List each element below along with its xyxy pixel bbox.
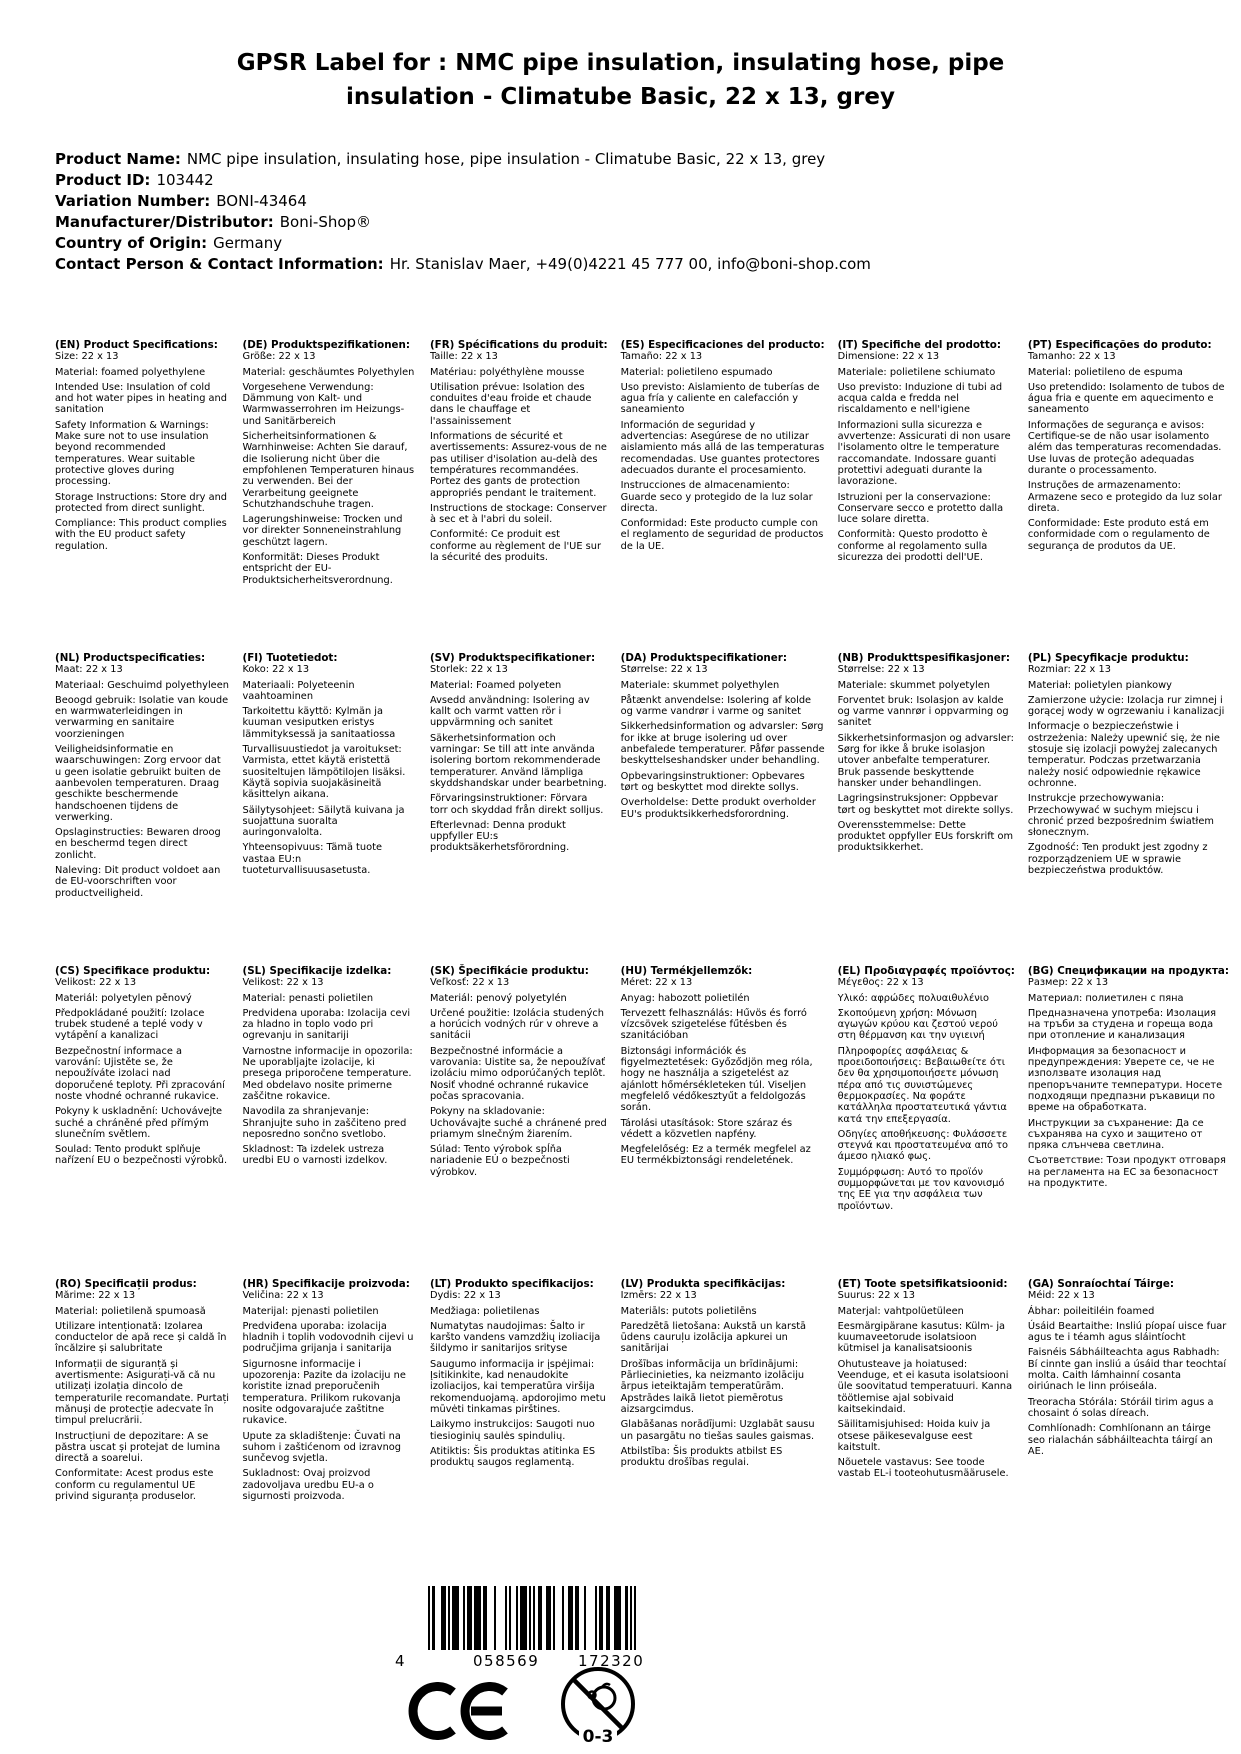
language-spec-block [621, 966, 825, 1279]
spec-block-header: (LV) Produkta specifikācijas: [620, 1278, 786, 1290]
spec-paragraph: Informazioni sulla sicurezza e avvertenze: Assicurati di non usare l'isolamento oltre le temperature raccomandate. Indossare guanti protettivi adeguati durante la lavorazione. [837, 419, 1011, 488]
spec-paragraph: Předpokládané použití: Izolace trubek studené a teplé vody v vytápění a kanalizaci [55, 1007, 205, 1042]
spec-paragraph: Инструкции за съхранение: Да се съхранява на сухо и защитено от пряка слънчева светлина. [1027, 1117, 1204, 1152]
spec-block-header: (FR) Spécifications du produit: [429, 339, 608, 351]
spec-block-paragraphs [838, 664, 1015, 853]
spec-paragraph: Utilizare intenționată: Izolarea conductelor de apă rece și caldă în încălzire și salubritate [55, 1320, 227, 1355]
spec-block-header: (RO) Specificații produs: [55, 1278, 197, 1290]
spec-paragraph: Instrucciones de almacenamiento: Guarde seco y protegido de la luz solar directa. [620, 480, 813, 514]
spec-block-paragraphs [430, 1290, 608, 1468]
spec-paragraph: Instruções de armazenamento: Armazene seco e protegido da luz solar direta. [1027, 480, 1222, 514]
spec-paragraph: Materiál: penový polyetylén [429, 992, 567, 1004]
spec-paragraph: Intended Use: Insulation of cold and hot water pipes in heating and sanitation [55, 381, 227, 416]
language-spec-block [621, 653, 825, 966]
language-spec-block [838, 966, 1015, 1279]
language-spec-block [55, 966, 229, 1279]
spec-paragraph: Tárolási utasítások: Store száraz és védett a közvetlen napfény. [620, 1117, 793, 1140]
spec-paragraph: Rozmiar: 22 x 13 [1027, 664, 1111, 676]
spec-paragraph: Drošības informācija un brīdinājumi: Pārliecinieties, ka neizmanto izolāciju ārpus ieteiktajām temperatūrām. Apstrādes laikā lietot piemērotus aizsargcimdus. [620, 1358, 805, 1415]
spec-paragraph: Forventet bruk: Isolasjon av kalde og varme vannrør i oppvarming og sanitet [837, 694, 1009, 729]
spec-block-paragraphs [1028, 351, 1229, 552]
spec-paragraph: Pokyny na skladovanie: Uchovávajte suché a chránené pred priamym slnečným žiarením. [429, 1106, 607, 1140]
spec-paragraph: Material: polietileno espumado [620, 366, 773, 378]
language-spec-block [1028, 1279, 1229, 1592]
spec-paragraph: Material: geschäumtes Polyethylen [242, 366, 415, 378]
spec-paragraph: Material: polietilenă spumoasă [55, 1305, 206, 1317]
product-info-row [55, 150, 871, 169]
spec-paragraph: Dimensione: 22 x 13 [837, 351, 940, 363]
spec-paragraph: Overholdelse: Dette produkt overholder EU's produktsikkerhedsforordning. [620, 797, 816, 820]
product-info-row [55, 255, 871, 274]
language-spec-block [621, 1279, 825, 1592]
spec-paragraph: Предназначена употреба: Изолация на тръби за студена и гореща вода при отопление и канализация [1027, 1007, 1217, 1042]
spec-paragraph: Paredzētā lietošana: Aukstā un karstā ūdens cauruļu izolācija apkurei un sanitārijai [620, 1320, 807, 1355]
spec-paragraph: Påtænkt anvendelse: Isolering af kolde og varme vandrør i varme og sanitet [620, 694, 812, 718]
spec-block-header: (SL) Specifikacije izdelka: [242, 965, 392, 977]
spec-block-header: (IT) Specifiche del prodotto: [837, 339, 1001, 351]
spec-paragraph: Predviđena uporaba: izolacija hladnih i toplih vodovodnih cijevi u područjima grijanja i sanitarija [242, 1320, 414, 1355]
spec-paragraph: Πληροφορίες ασφάλειας & προειδοποιήσεις: Βεβαιωθείτε ότι δεν θα χρησιμοποιήσετε μόνωση πέρα από τις συνιστώμενες θερμοκρασίες. Να φοράτε κατάλληλα προστατευτικά γάντια κατά την επεξεργασία. [837, 1045, 1007, 1125]
spec-paragraph: Lagerungshinweise: Trocken und vor direkter Sonneneinstrahlung geschützt lagern. [242, 514, 403, 548]
spec-paragraph: Istruzioni per la conservazione: Conservare secco e protetto dalla luce solare diretta. [837, 491, 1004, 526]
spec-paragraph: Conformidad: Este producto cumple con el reglamento de seguridad de productos de la UE. [620, 518, 824, 552]
spec-block-header: (EL) Προδιαγραφές προϊόντος: [837, 965, 1015, 977]
spec-paragraph: Σκοπούμενη χρήση: Μόνωση αγωγών κρύου και ζεστού νερού στη θέρμανση και την υγιεινή [837, 1007, 998, 1042]
spec-paragraph: Mărime: 22 x 13 [55, 1290, 136, 1302]
spec-block-paragraphs [430, 664, 608, 853]
spec-paragraph: Megfelelőség: Ez a termék megfelel az EU termékbiztonsági rendeletének. [620, 1144, 811, 1167]
spec-paragraph: Informations de sécurité et avertissements: Assurez-vous de ne pas utiliser d'isolation au-delà des températures recommandées. Portez des gants de protection appropriés pendant le traitement. [429, 431, 607, 499]
spec-paragraph: Materiale: skummet polyetylen [837, 679, 990, 691]
spec-paragraph: Säilytysohjeet: Säilytä kuivana ja suojattuna suoralta auringonvalolta. [242, 804, 405, 839]
spec-paragraph: Информация за безопасност и предупреждения: Уверете се, че не използвате изолация над препоръчаните температури. Носете подходящи предпазни ръкавици по време на обработката. [1027, 1045, 1223, 1114]
spec-block-header: (HR) Specifikacije proizvoda: [242, 1278, 410, 1290]
spec-paragraph: Sikkerhedsinformation og advarsler: Sørg for ikke at bruge isolering ud over anbefalede temperaturer. Påfør passende beskyttelseshandsker under behandling. [620, 721, 825, 767]
spec-paragraph: Materijal: pjenasti polietilen [242, 1305, 379, 1317]
spec-paragraph: Taille: 22 x 13 [429, 351, 498, 363]
spec-paragraph: Maat: 22 x 13 [55, 664, 123, 676]
spec-paragraph: Compliance: This product complies with the EU product safety regulation. [55, 518, 227, 552]
spec-paragraph: Varnostne informacije in opozorila: Ne uporabljajte izolacije, ki presega priporočene temperature. Med obdelavo nosite primerne zaščitne rokavice. [242, 1045, 413, 1102]
spec-paragraph: Storlek: 22 x 13 [429, 664, 508, 676]
spec-block-paragraphs [1028, 977, 1229, 1189]
spec-block-header: (CS) Specifikace produktu: [55, 965, 211, 977]
spec-paragraph: Materjal: vahtpolüetüleen [837, 1305, 964, 1317]
language-spec-block [242, 1279, 416, 1592]
spec-paragraph: Izmērs: 22 x 13 [620, 1290, 697, 1302]
spec-paragraph: Sukladnost: Ovaj proizvod zadovoljava uredbu EU-a o sigurnosti proizvoda. [242, 1468, 374, 1503]
spec-paragraph: Material: penasti polietilen [242, 992, 374, 1004]
language-spec-block [242, 340, 416, 653]
spec-block-paragraphs [1028, 664, 1229, 876]
spec-block-paragraphs [621, 664, 825, 820]
spec-paragraph: Súlad: Tento výrobok spĺňa nariadenie EÚ o bezpečnosti výrobkov. [429, 1144, 570, 1178]
spec-paragraph: Beoogd gebruik: Isolatie van koude en warmwaterleidingen in verwarming en sanitaire voorzieningen [55, 694, 229, 740]
ean-barcode [428, 1586, 636, 1650]
spec-paragraph: Turvallisuustiedot ja varoitukset: Varmista, ettet käytä eristettä suositeltujen lämpötilojen lisäksi. Käytä sopivia suojakäsineitä käsittelyn aikana. [242, 744, 406, 801]
language-spec-block [55, 653, 229, 966]
spec-paragraph: Matériau: polyéthylène mousse [429, 366, 585, 378]
spec-block-header: (ET) Toote spetsifikatsioonid: [837, 1278, 1008, 1290]
spec-paragraph: Suurus: 22 x 13 [837, 1290, 915, 1302]
ean-group2: 172320 [578, 1652, 645, 1670]
spec-paragraph: Ábhar: poileitiléin foamed [1027, 1305, 1155, 1317]
ean-lead-digit: 4 [395, 1652, 407, 1670]
spec-paragraph: Eesmärgipärane kasutus: Külm- ja kuumaveetorude isolatsioon kütmisel ja kanalisatsioonis [837, 1320, 1006, 1355]
spec-paragraph: Размер: 22 x 13 [1027, 977, 1109, 989]
spec-block-paragraphs [430, 977, 608, 1178]
spec-block-paragraphs [838, 1290, 1015, 1479]
language-spec-block [242, 653, 416, 966]
spec-paragraph: Uso previsto: Induzione di tubi ad acqua calda e fredda nel riscaldamento e nell'igiene [837, 381, 1003, 416]
spec-paragraph: Upute za skladištenje: Čuvati na suhom i zaštićenom od izravnog sunčevog svjetla. [242, 1430, 402, 1465]
spec-paragraph: Faisnéis Sábháilteachta agus Rabhadh: Bí cinnte gan insliú a úsáid thar teochtaí molta. Caith lámhainní cosanta oiriúnach le linn próiseála. [1027, 1347, 1227, 1393]
spec-block-header: (ES) Especificaciones del producto: [620, 339, 825, 351]
spec-paragraph: Materiaali: Polyeteenin vaahtoaminen [242, 679, 355, 702]
spec-paragraph: Förvaringsinstruktioner: Förvara torr och skyddad från direkt solljus. [429, 793, 604, 816]
spec-paragraph: Materiaal: Geschuimd polyethyleen [55, 679, 229, 691]
spec-paragraph: Size: 22 x 13 [55, 351, 119, 363]
spec-block-paragraphs [242, 664, 416, 876]
spec-paragraph: Veiligheidsinformatie en waarschuwingen: Zorg ervoor dat u geen isolatie gebruikt buiten de aanbevolen temperaturen. Draag geschikte beschermende handschoenen tijdens de verwerking. [55, 744, 221, 823]
spec-block-paragraphs [838, 977, 1015, 1212]
spec-paragraph: Συμμόρφωση: Αυτό το προϊόν συμμορφώνεται με τον κανονισμό της ΕΕ για την ασφάλεια των προϊόντων. [837, 1166, 1005, 1212]
spec-paragraph: Velikost: 22 x 13 [55, 977, 137, 989]
spec-block-paragraphs [621, 977, 825, 1166]
spec-paragraph: Opslaginstructies: Bewaren droog en beschermd tegen direct zonlicht. [55, 827, 221, 861]
spec-block-paragraphs [242, 1290, 416, 1502]
product-info-label: Product ID: [55, 171, 151, 189]
age-warning-icon [558, 1664, 638, 1754]
spec-paragraph: Overensstemmelse: Dette produktet oppfyller EUs forskrift om produktsikkerhet. [837, 819, 1014, 854]
spec-block-header: (PL) Specyfikacje produktu: [1027, 652, 1189, 664]
spec-paragraph: Sikkerhetsinformasjon og advarsler: Sørg for ikke å bruke isolasjon utover anbefalte temperaturer. Bruk passende beskyttende hansker under behandlingen. [837, 732, 1014, 789]
spec-block-paragraphs [621, 1290, 825, 1468]
spec-paragraph: Nõuetele vastavus: See toode vastab EL-i tooteohutusmäärusele. [837, 1457, 1009, 1480]
age-warning-text: 0-3 [582, 1727, 614, 1747]
language-spec-block [55, 1279, 229, 1592]
spec-paragraph: Materiale: polietilene schiumato [837, 366, 996, 378]
spec-paragraph: Material: Foamed polyeten [429, 679, 562, 691]
spec-paragraph: Soulad: Tento produkt splňuje nařízení EU o bezpečnosti výrobků. [55, 1144, 228, 1167]
spec-paragraph: Materiāls: putots polietilēns [620, 1305, 757, 1317]
spec-block-paragraphs [55, 351, 229, 552]
spec-paragraph: Vorgesehene Verwendung: Dämmung von Kalt- und Warmwasserrohren im Heizungs- und Sanitärbereich [242, 381, 405, 427]
spec-paragraph: Säilitamisjuhised: Hoida kuiv ja otsese päikesevalguse eest kaitstult. [837, 1419, 991, 1453]
spec-paragraph: Veľkosť: 22 x 13 [429, 977, 510, 989]
language-spec-block [430, 653, 608, 966]
spec-paragraph: Predvidena uporaba: Izolacija cevi za hladno in toplo vodo pri ogrevanju in sanitariji [242, 1007, 411, 1042]
product-info-value: Boni-Shop® [279, 213, 372, 231]
spec-paragraph: Anyag: habozott polietilén [620, 992, 750, 1004]
product-info-value: Hr. Stanislav Maer, +49(0)4221 45 777 00, info@boni-shop.com [389, 255, 871, 273]
spec-paragraph: Saugumo informacija ir įspėjimai: Įsitikinkite, kad nenaudokite izoliacijos, kai temperatūra viršija rekomenduojamą. apdorojimo metu mūvėti tinkamas pirštines. [429, 1358, 606, 1415]
spec-paragraph: Skladnost: Ta izdelek ustreza uredbi EU o varnosti izdelkov. [242, 1144, 388, 1167]
spec-paragraph: Tamanho: 22 x 13 [1027, 351, 1116, 363]
spec-paragraph: Ohutusteave ja hoiatused: Veenduge, et ei kasuta isolatsiooni üle soovitatud temperatuuri. Kanna töötlemise ajal sobivaid kaitsekindaid. [837, 1358, 1013, 1415]
spec-paragraph: Uso pretendido: Isolamento de tubos de água fria e quente em aquecimento e saneamento [1027, 381, 1225, 416]
product-info-value: NMC pipe insulation, insulating hose, pipe insulation - Climatube Basic, 22 x 13, grey [186, 150, 826, 168]
product-info-label: Manufacturer/Distributor: [55, 213, 274, 231]
spec-block-paragraphs [1028, 1290, 1229, 1457]
ean-group1: 058569 [473, 1652, 540, 1670]
spec-paragraph: Určené použitie: Izolácia studených a horúcich vodných rúr v ohreve a sanitácii [429, 1007, 604, 1042]
spec-block-paragraphs [55, 977, 229, 1166]
product-info-value: BONI-43464 [216, 192, 307, 210]
spec-block-header: (HU) Termékjellemzők: [620, 965, 753, 977]
spec-paragraph: Zgodność: Ten produkt jest zgodny z rozporządzeniem UE w sprawie bezpieczeństwa produktów. [1027, 842, 1208, 877]
product-info [55, 150, 871, 276]
spec-paragraph: Atbilstība: Šis produkts atbilst ES produktu drošības regulai. [620, 1445, 783, 1469]
spec-block-header: (PT) Especificações do produto: [1027, 339, 1212, 351]
spec-paragraph: Lagringsinstruksjoner: Oppbevar tørt og beskyttet mot direkte sollys. [837, 793, 1014, 816]
spec-paragraph: Méid: 22 x 13 [1027, 1290, 1095, 1302]
product-info-row [55, 171, 871, 190]
spec-block-header: (EN) Product Specifications: [55, 339, 218, 351]
language-spec-block [242, 966, 416, 1279]
spec-paragraph: Materiale: skummet polyethylen [620, 679, 780, 691]
spec-paragraph: Laikymo instrukcijos: Saugoti nuo tiesioginių saulės spindulių. [429, 1419, 595, 1442]
product-info-label: Product Name: [55, 150, 181, 168]
spec-block-paragraphs [242, 977, 416, 1166]
spec-paragraph: Materiał: polietylen piankowy [1027, 679, 1172, 691]
spec-paragraph: Konformität: Dieses Produkt entspricht der EU-Produktsicherheitsverordnung. [242, 552, 393, 586]
spec-paragraph: Säkerhetsinformation och varningar: Se till att inte använda isolering bortom rekommenderade temperaturer. Använd lämpliga skyddshandskar under bearbetning. [429, 732, 607, 789]
spec-paragraph: Tamaño: 22 x 13 [620, 351, 703, 363]
spec-paragraph: Koko: 22 x 13 [242, 664, 310, 676]
spec-paragraph: Atitiktis: Šis produktas atitinka ES produktų saugos reglamentą. [429, 1445, 596, 1469]
product-info-label: Contact Person & Contact Information: [55, 255, 384, 273]
spec-paragraph: Μέγεθος: 22 x 13 [837, 977, 924, 989]
language-spec-block [838, 1279, 1015, 1592]
language-spec-block [838, 340, 1015, 653]
spec-block-paragraphs [242, 351, 416, 586]
spec-paragraph: Instrucțiuni de depozitare: A se păstra uscat și protejat de lumina directă a soarelui. [55, 1430, 221, 1465]
language-spec-block [55, 340, 229, 653]
spec-block-paragraphs [838, 351, 1015, 563]
page-title-line1: GPSR Label for : NMC pipe insulation, insulating hose, pipe [236, 50, 1005, 76]
spec-block-header: (SV) Produktspecifikationer: [429, 652, 596, 664]
spec-block-paragraphs [430, 351, 608, 563]
product-info-row [55, 192, 871, 211]
spec-paragraph: Zamierzone użycie: Izolacja rur zimnej i gorącej wody w ogrzewaniu i kanalizacji [1027, 694, 1225, 718]
language-spec-block [621, 340, 825, 653]
spec-block-paragraphs [55, 664, 229, 899]
ce-mark-icon [405, 1682, 509, 1744]
spec-block-paragraphs [55, 1290, 229, 1502]
spec-paragraph: Conformità: Questo prodotto è conforme al regolamento sulla sicurezza dei prodotti dell'UE. [837, 529, 988, 564]
spec-block-header: (DE) Produktspezifikationen: [242, 339, 410, 351]
spec-paragraph: Bezpečnostní informace a varování: Ujistěte se, že nepoužíváte izolaci nad doporučené teploty. Při zpracování noste vhodné ochranné rukavice. [55, 1045, 225, 1102]
spec-paragraph: Bezpečnostné informácie a varovania: Uistite sa, že nepoužívať izoláciu mimo odporúčaných teplôt. Nosiť vhodné ochranné rukavice počas spracovania. [429, 1045, 606, 1102]
spec-paragraph: Conformitate: Acest produs este conform cu regulamentul UE privind siguranța produselor. [55, 1468, 214, 1503]
spec-paragraph: Størrelse: 22 x 13 [837, 664, 925, 676]
spec-paragraph: Informații de siguranță și avertismente: Asigurați-vă că nu utilizați izolația dincolo de temperaturile recomandate. Purtați mănuși de protecție adecvate în timpul prelucrării. [55, 1358, 230, 1427]
spec-paragraph: Comhlíonadh: Comhlíonann an táirge seo rialachán sábháilteachta táirgí an AE. [1027, 1423, 1213, 1457]
product-info-value: Germany [213, 234, 283, 252]
spec-paragraph: Материал: полиетилен с пяна [1027, 992, 1184, 1004]
spec-paragraph: Uso previsto: Aislamiento de tuberías de agua fría y caliente en calefacción y saneamiento [620, 381, 820, 416]
spec-block-paragraphs [621, 351, 825, 552]
spec-paragraph: Información de seguridad y advertencias: Asegúrese de no utilizar aislamiento más allá de las temperaturas recomendadas. Use guantes protectores adecuados durante el procesamiento. [620, 419, 825, 476]
spec-paragraph: Veličina: 22 x 13 [242, 1290, 324, 1302]
spec-block-header: (NL) Productspecificaties: [55, 652, 206, 664]
spec-paragraph: Tarkoitettu käyttö: Kylmän ja kuuman vesiputken eristys lämmityksessä ja sanitaatiossa [242, 706, 396, 740]
spec-paragraph: Treoracha Stórála: Stóráil tirim agus a chosaint ó solas díreach. [1027, 1396, 1214, 1419]
language-spec-block [1028, 653, 1229, 966]
spec-paragraph: Material: foamed polyethylene [55, 366, 206, 378]
product-info-label: Country of Origin: [55, 234, 208, 252]
spec-paragraph: Informações de segurança e avisos: Certifique-se de não usar isolamento além das temperaturas recomendadas. Use luvas de proteção adequadas durante o processamento. [1027, 419, 1222, 476]
spec-paragraph: Numatytas naudojimas: Šalto ir karšto vandens vamzdžių izoliacija šildymo ir sanitarijos srityse [429, 1320, 601, 1355]
spec-paragraph: Conformité: Ce produit est conforme au règlement de l'UE sur la sécurité des produits. [429, 529, 602, 564]
spec-paragraph: Οδηγίες αποθήκευσης: Φυλάσσετε στεγνά και προστατευμένα από το άμεσο ηλιακό φως. [837, 1128, 1008, 1163]
spec-paragraph: Materiál: polyetylen pěnový [55, 992, 192, 1004]
spec-paragraph: Pokyny k uskladnění: Uchovávejte suché a chráněné před přímým slunečním světlem. [55, 1106, 223, 1140]
language-spec-block [430, 1279, 608, 1592]
spec-paragraph: Sigurnosne informacije i upozorenja: Pazite da izolaciju ne koristite iznad preporučenih temperatura. Prilikom rukovanja nosite odgovarajuće zaštitne rukavice. [242, 1358, 406, 1427]
page-title [0, 46, 1241, 114]
spec-paragraph: Avsedd användning: Isolering av kallt och varmt vatten rör i uppvärmning och sanitet [429, 694, 590, 729]
spec-paragraph: Naleving: Dit product voldoet aan de EU-voorschriften voor productveiligheid. [55, 865, 221, 899]
spec-grid [55, 340, 1229, 1592]
spec-paragraph: Størrelse: 22 x 13 [620, 664, 708, 676]
spec-paragraph: Glabāšanas norādījumi: Uzglabāt sausu un pasargātu no tiešas saules gaismas. [620, 1419, 815, 1442]
spec-paragraph: Tervezett felhasználás: Hűvös és forró vízcsövek szigetelése fűtésben és szanitációban [620, 1007, 807, 1042]
spec-paragraph: Utilisation prévue: Isolation des conduites d'eau froide et chaude dans le chauffage et l'assainissement [429, 381, 592, 427]
spec-block-header: (GA) Sonraíochtaí Táirge: [1027, 1278, 1174, 1290]
spec-block-header: (LT) Produkto specifikacijos: [429, 1278, 594, 1290]
spec-paragraph: Efterlevnad: Denna produkt uppfyller EU:s produktsäkerhetsförordning. [429, 819, 570, 854]
spec-paragraph: Conformidade: Este produto está em conformidade com o regulamento de segurança de produtos da UE. [1027, 518, 1210, 552]
spec-paragraph: Biztonsági információk és figyelmeztetések: Győződjön meg róla, hogy ne használja a szigetelést az ajánlott hőmérsékleteken túl. Viseljen megfelelő védőkesztyűt a feldolgozás során. [620, 1045, 813, 1114]
spec-block-header: (FI) Tuotetiedot: [242, 652, 338, 664]
language-spec-block [430, 966, 608, 1279]
spec-paragraph: Υλικό: αφρώδες πολυαιθυλένιο [837, 992, 990, 1004]
language-spec-block [1028, 966, 1229, 1279]
spec-paragraph: Dydis: 22 x 13 [429, 1290, 501, 1302]
product-info-value: 103442 [156, 171, 214, 189]
page-title-line2: insulation - Climatube Basic, 22 x 13, grey [346, 84, 895, 110]
language-spec-block [430, 340, 608, 653]
spec-paragraph: Größe: 22 x 13 [242, 351, 316, 363]
spec-paragraph: Yhteensopivuus: Tämä tuote vastaa EU:n tuoteturvallisuusasetusta. [242, 842, 382, 877]
spec-paragraph: Instrukcje przechowywania: Przechowywać w suchym miejscu i chronić przed bezpośrednim światłem słonecznym. [1027, 793, 1214, 839]
spec-paragraph: Съответствие: Този продукт отговаря на регламента на ЕС за безопасност на продуктите. [1027, 1155, 1226, 1190]
spec-paragraph: Instructions de stockage: Conserver à sec et à l'abri du soleil. [429, 502, 607, 526]
spec-paragraph: Informacje o bezpieczeństwie i ostrzeżenia: Należy upewnić się, że nie stosuje się izolacji powyżej zalecanych temperatur. Podczas przetwarzania należy nosić odpowiednie rękawice ochronne. [1027, 721, 1220, 789]
language-spec-block [838, 653, 1015, 966]
product-info-row [55, 234, 871, 253]
spec-block-header: (BG) Спецификации на продукта: [1027, 965, 1229, 977]
product-info-row [55, 213, 871, 232]
spec-paragraph: Úsáid Beartaithe: Insliú píopaí uisce fuar agus te i téamh agus sláintíocht [1027, 1320, 1227, 1344]
spec-paragraph: Navodila za shranjevanje: Shranjujte suho in zaščiteno pred neposredno sončno svetlobo. [242, 1106, 407, 1140]
spec-paragraph: Méret: 22 x 13 [620, 977, 693, 989]
spec-paragraph: Storage Instructions: Store dry and protected from direct sunlight. [55, 491, 227, 514]
spec-paragraph: Velikost: 22 x 13 [242, 977, 324, 989]
spec-block-header: (NB) Produkttspesifikasjoner: [837, 652, 1010, 664]
language-spec-block [1028, 340, 1229, 653]
spec-block-header: (DA) Produktspecifikationer: [620, 652, 787, 664]
product-info-label: Variation Number: [55, 192, 211, 210]
spec-paragraph: Material: polietileno de espuma [1027, 366, 1183, 378]
spec-paragraph: Medžiaga: polietilenas [429, 1305, 540, 1317]
spec-paragraph: Opbevaringsinstruktioner: Opbevares tørt og beskyttet mod direkte sollys. [620, 770, 805, 793]
spec-paragraph: Sicherheitsinformationen & Warnhinweise: Achten Sie darauf, die Isolierung nicht über die empfohlenen Temperaturen hinaus zu verwenden. Bei der Verarbeitung geeignete Schutzhandschuhe tragen. [242, 431, 415, 510]
spec-paragraph: Safety Information & Warnings: Make sure not to use insulation beyond recommended temperatures. Wear suitable protective gloves during processing. [55, 419, 209, 488]
spec-block-header: (SK) Špecifikácie produktu: [429, 965, 589, 977]
